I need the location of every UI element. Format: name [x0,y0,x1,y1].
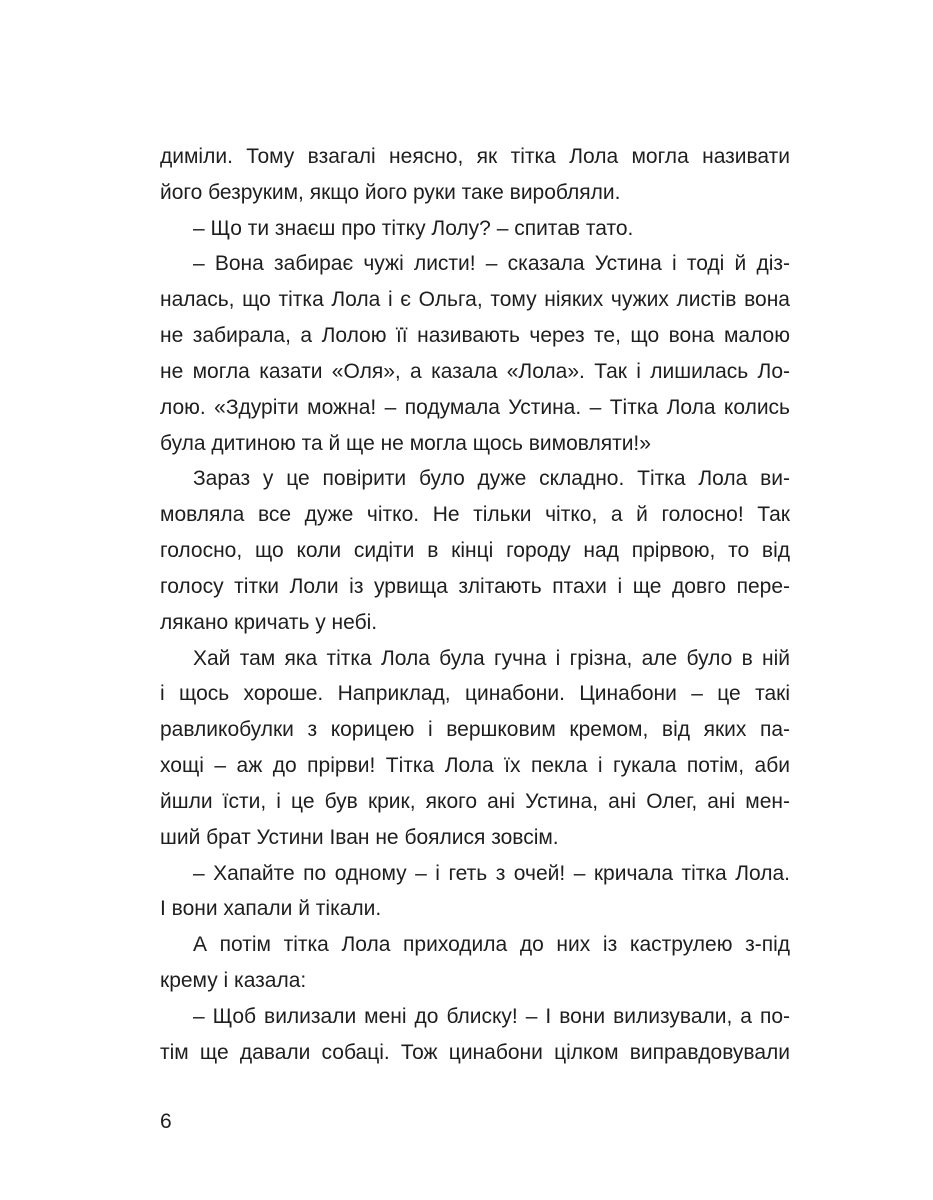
text-line: лою. «Здуріти можна! – подумала Устина. – Тітка Лола колись [160,395,790,419]
text-line: диміли. Тому взагалі неясно, як тітка Лола могла називати [160,145,790,168]
text-line: не забирала, а Лолою її називають через те, що вона малою [160,324,790,348]
text-line: Хай там яка тітка Лола була гучна і грізна, але було в ній [193,646,790,670]
text-line: А потім тітка Лола приходила до них із каструлею з-під [193,933,790,957]
text-line: – Що ти знаєш про тітку Лолу? – спитав тато. [193,216,634,240]
text-line: не могла казати «Оля», а казала «Лола». Так і лишилась Ло- [160,359,790,383]
text-line: – Щоб вилизали мені до блиску! – І вони вилизували, а по- [193,1004,790,1028]
text-line: – Вона забирає чужі листи! – сказала Устина і тоді й діз- [193,252,790,276]
text-line: і щось хороше. Наприклад, цинабони. Цинабони – це такі [160,682,790,706]
text-line: Зараз у це повірити було дуже складно. Тітка Лола ви- [193,467,790,491]
page-number: 6 [160,1110,172,1133]
text-line: равликобулки з корицею і вершковим кремом, від яких па- [160,718,790,742]
text-line: ший брат Устини Іван не боялися зовсім. [160,825,559,849]
text-line: крему і казала: [160,969,307,993]
text-line: І вони хапали й тікали. [160,897,382,921]
text-line: його безруким, якщо його руки таке виробляли. [160,180,621,204]
text-line: хощі – аж до прірви! Тітка Лола їх пекла і гукала потім, аби [160,754,790,778]
text-line: була дитиною та й ще не могла щось вимовляти!» [160,431,651,455]
text-line: налась, що тітка Лола і є Ольга, тому ніяких чужих листів вона [160,288,790,312]
text-line: тім ще давали собаці. Тож цинабони цілком виправдовували [160,1040,790,1064]
text-line: голосно, що коли сидіти в кінці городу над прірвою, то від [160,539,790,563]
text-line: голосу тітки Лоли із урвища злітають птахи і ще довго пере- [160,574,790,598]
text-line: – Хапайте по одному – і геть з очей! – кричала тітка Лола. [193,861,790,885]
text-line: мовляла все дуже чітко. Не тільки чітко, а й голосно! Так [160,503,790,527]
text-line: лякано кричать у небі. [160,610,378,634]
body-text [160,139,790,1071]
text-line: йшли їсти, і це був крик, якого ані Устина, ані Олег, ані мен- [160,789,790,813]
